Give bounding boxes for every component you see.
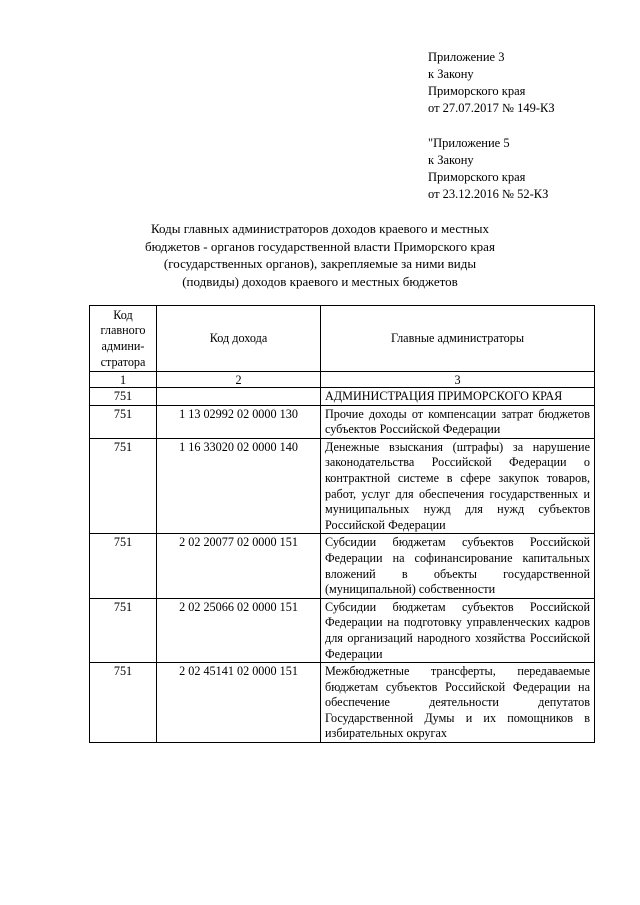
amended-header-line: к Закону [428,153,474,167]
table-header-row [90,306,595,372]
header-admin-code [90,306,157,372]
appendix-header-line: Приложение 3 [428,50,505,64]
document-title [90,220,550,290]
income-code-cell [157,388,321,406]
table-row [90,405,595,438]
amended-appendix-header [428,135,628,203]
header-admin-code-line: главного [100,323,146,338]
amended-header-line: "Приложение 5 [428,136,510,150]
income-code-cell: 1 16 33020 02 0000 140 [157,438,321,534]
header-admin-code-line: стратора [100,354,146,369]
column-number: 3 [321,372,595,388]
administrator-cell: Прочие доходы от компенсации затрат бюджетов субъектов Российской Федерации [321,405,595,438]
title-line: Коды главных администраторов доходов краевого и местных [151,221,489,236]
appendix-header-line: к Закону [428,67,474,81]
amended-header-line: от 23.12.2016 № 52-КЗ [428,187,549,201]
appendix-header-line: от 27.07.2017 № 149-КЗ [428,101,555,115]
column-number: 2 [157,372,321,388]
administrator-cell: Субсидии бюджетам субъектов Российской Федерации на подготовку управленческих кадров для организаций народного хозяйства Российской Федерации [321,598,595,662]
title-line: (государственных органов), закрепляемые за ними виды [163,256,477,271]
income-code-cell: 2 02 25066 02 0000 151 [157,598,321,662]
income-code-cell: 1 13 02992 02 0000 130 [157,405,321,438]
title-line: бюджетов - органов государственной власти Приморского края [145,238,495,254]
column-number: 1 [90,372,157,388]
administrator-cell: АДМИНИСТРАЦИЯ ПРИМОРСКОГО КРАЯ [321,388,595,406]
appendix-header [428,49,628,117]
administrator-cell: Субсидии бюджетам субъектов Российской Федерации на софинансирование капитальных вложений в объекты государственной (муниципальной) собственности [321,534,595,598]
revenue-codes-table [89,305,595,743]
table-row [90,598,595,662]
admin-code-cell: 751 [90,405,157,438]
admin-code-cell: 751 [90,663,157,743]
admin-code-cell: 751 [90,388,157,406]
admin-code-cell: 751 [90,534,157,598]
header-admin-code-line: Код [113,307,133,322]
admin-code-cell: 751 [90,598,157,662]
header-income-code: Код дохода [157,306,321,372]
administrator-cell: Межбюджетные трансферты, передаваемые бюджетам субъектов Российской Федерации на обеспечение деятельности депутатов Государственной Думы и их помощников в избирательных округах [321,663,595,743]
income-code-cell: 2 02 20077 02 0000 151 [157,534,321,598]
administrator-cell: Денежные взыскания (штрафы) за нарушение законодательства Российской Федерации о контрактной системе в сфере закупок товаров, работ, услуг для обеспечения государственных и муниципальных нужд для нужд субъектов Российской Федерации [321,438,595,534]
appendix-header-line: Приморского края [428,84,526,98]
amended-header-line: Приморского края [428,170,526,184]
table-row [90,438,595,534]
table-row [90,388,595,406]
title-line: (подвиды) доходов краевого и местных бюджетов [182,273,458,289]
table-row [90,534,595,598]
income-code-cell: 2 02 45141 02 0000 151 [157,663,321,743]
table-row [90,663,595,743]
column-number-row [90,372,595,388]
header-administrators: Главные администраторы [321,306,595,372]
header-admin-code-line: админи- [101,339,145,353]
admin-code-cell: 751 [90,438,157,534]
